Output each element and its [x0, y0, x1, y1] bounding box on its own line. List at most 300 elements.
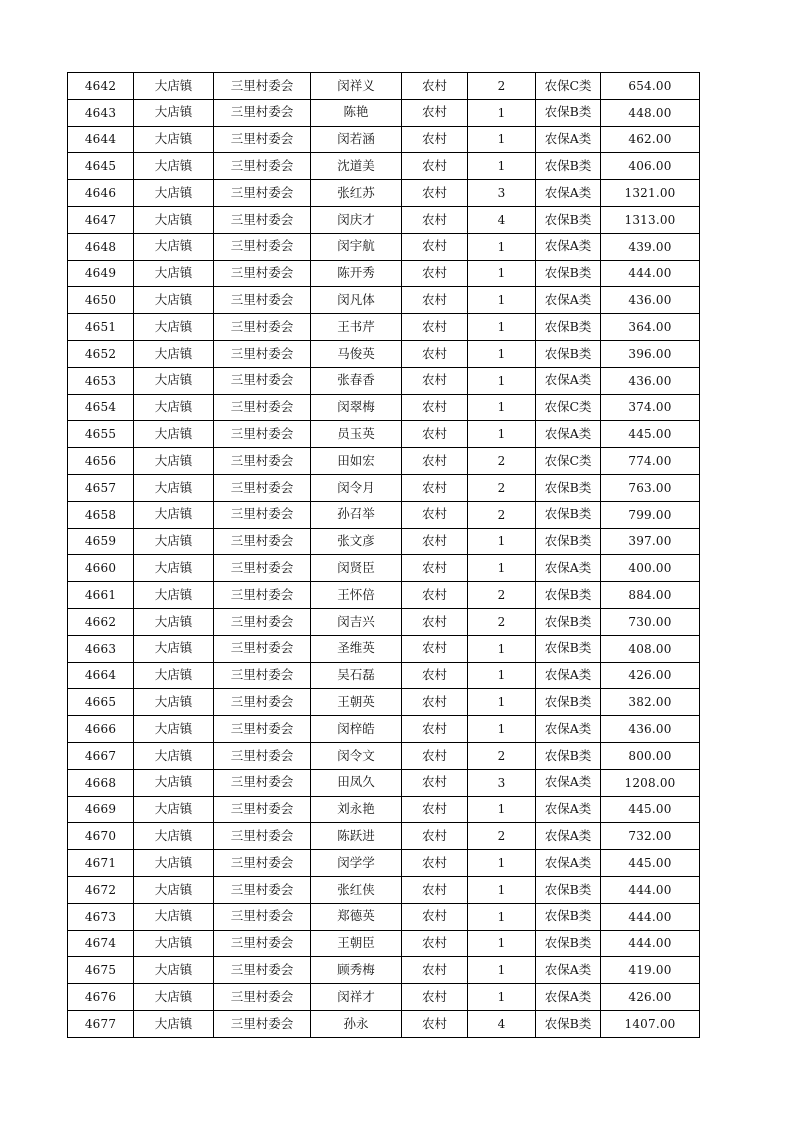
cell-person-name: 张文彦 — [311, 528, 402, 555]
cell-household-size: 4 — [468, 206, 536, 233]
cell-town: 大店镇 — [134, 635, 214, 662]
cell-serial-number: 4657 — [68, 474, 134, 501]
cell-village-committee: 三里村委会 — [214, 689, 311, 716]
cell-town: 大店镇 — [134, 233, 214, 260]
cell-household-size: 1 — [468, 153, 536, 180]
cell-amount: 448.00 — [601, 99, 700, 126]
cell-insurance-category: 农保A类 — [536, 367, 601, 394]
cell-serial-number: 4674 — [68, 930, 134, 957]
cell-town: 大店镇 — [134, 689, 214, 716]
cell-amount: 445.00 — [601, 421, 700, 448]
cell-serial-number: 4675 — [68, 957, 134, 984]
cell-serial-number: 4648 — [68, 233, 134, 260]
cell-person-name: 闵翠梅 — [311, 394, 402, 421]
cell-insurance-category: 农保A类 — [536, 984, 601, 1011]
cell-insurance-category: 农保B类 — [536, 742, 601, 769]
table-row — [68, 876, 700, 903]
cell-town: 大店镇 — [134, 180, 214, 207]
cell-household-size: 2 — [468, 608, 536, 635]
cell-person-name: 张红侠 — [311, 876, 402, 903]
cell-insurance-category: 农保A类 — [536, 421, 601, 448]
cell-household-size: 2 — [468, 448, 536, 475]
cell-person-name: 郑德英 — [311, 903, 402, 930]
cell-town: 大店镇 — [134, 340, 214, 367]
cell-insurance-category: 农保B类 — [536, 635, 601, 662]
cell-area-type: 农村 — [402, 260, 468, 287]
cell-household-size: 1 — [468, 903, 536, 930]
cell-village-committee: 三里村委会 — [214, 340, 311, 367]
cell-insurance-category: 农保B类 — [536, 260, 601, 287]
cell-insurance-category: 农保B类 — [536, 206, 601, 233]
cell-household-size: 2 — [468, 501, 536, 528]
cell-amount: 436.00 — [601, 716, 700, 743]
cell-serial-number: 4661 — [68, 582, 134, 609]
cell-town: 大店镇 — [134, 126, 214, 153]
cell-insurance-category: 农保B类 — [536, 608, 601, 635]
cell-village-committee: 三里村委会 — [214, 448, 311, 475]
cell-person-name: 王朝臣 — [311, 930, 402, 957]
cell-household-size: 1 — [468, 421, 536, 448]
cell-household-size: 1 — [468, 662, 536, 689]
cell-insurance-category: 农保A类 — [536, 126, 601, 153]
cell-village-committee: 三里村委会 — [214, 501, 311, 528]
cell-area-type: 农村 — [402, 421, 468, 448]
cell-town: 大店镇 — [134, 260, 214, 287]
cell-serial-number: 4662 — [68, 608, 134, 635]
cell-town: 大店镇 — [134, 474, 214, 501]
cell-area-type: 农村 — [402, 448, 468, 475]
cell-area-type: 农村 — [402, 662, 468, 689]
table-row — [68, 206, 700, 233]
cell-serial-number: 4645 — [68, 153, 134, 180]
cell-area-type: 农村 — [402, 180, 468, 207]
cell-insurance-category: 农保A类 — [536, 555, 601, 582]
cell-household-size: 1 — [468, 126, 536, 153]
cell-serial-number: 4651 — [68, 314, 134, 341]
cell-village-committee: 三里村委会 — [214, 555, 311, 582]
cell-person-name: 闵庆才 — [311, 206, 402, 233]
cell-village-committee: 三里村委会 — [214, 582, 311, 609]
cell-area-type: 农村 — [402, 903, 468, 930]
cell-village-committee: 三里村委会 — [214, 314, 311, 341]
table-row — [68, 850, 700, 877]
cell-household-size: 1 — [468, 850, 536, 877]
table-row — [68, 421, 700, 448]
cell-amount: 436.00 — [601, 287, 700, 314]
cell-area-type: 农村 — [402, 367, 468, 394]
cell-area-type: 农村 — [402, 153, 468, 180]
cell-amount: 1321.00 — [601, 180, 700, 207]
cell-serial-number: 4642 — [68, 73, 134, 100]
table-row — [68, 287, 700, 314]
cell-person-name: 马俊英 — [311, 340, 402, 367]
cell-serial-number: 4646 — [68, 180, 134, 207]
cell-town: 大店镇 — [134, 984, 214, 1011]
cell-serial-number: 4653 — [68, 367, 134, 394]
cell-area-type: 农村 — [402, 742, 468, 769]
table-row — [68, 662, 700, 689]
cell-person-name: 陈开秀 — [311, 260, 402, 287]
table-row — [68, 930, 700, 957]
cell-insurance-category: 农保C类 — [536, 394, 601, 421]
cell-household-size: 1 — [468, 984, 536, 1011]
cell-person-name: 田凤久 — [311, 769, 402, 796]
cell-village-committee: 三里村委会 — [214, 850, 311, 877]
cell-person-name: 王书芹 — [311, 314, 402, 341]
cell-town: 大店镇 — [134, 850, 214, 877]
table-row — [68, 73, 700, 100]
cell-household-size: 1 — [468, 635, 536, 662]
cell-household-size: 4 — [468, 1010, 536, 1037]
cell-town: 大店镇 — [134, 287, 214, 314]
cell-insurance-category: 农保B类 — [536, 528, 601, 555]
cell-amount: 426.00 — [601, 662, 700, 689]
cell-village-committee: 三里村委会 — [214, 474, 311, 501]
cell-person-name: 吴石磊 — [311, 662, 402, 689]
cell-amount: 400.00 — [601, 555, 700, 582]
cell-village-committee: 三里村委会 — [214, 153, 311, 180]
cell-amount: 439.00 — [601, 233, 700, 260]
cell-household-size: 2 — [468, 742, 536, 769]
cell-household-size: 1 — [468, 716, 536, 743]
cell-person-name: 沈道美 — [311, 153, 402, 180]
cell-town: 大店镇 — [134, 314, 214, 341]
cell-amount: 774.00 — [601, 448, 700, 475]
table-row — [68, 582, 700, 609]
cell-serial-number: 4666 — [68, 716, 134, 743]
cell-area-type: 农村 — [402, 957, 468, 984]
table-row — [68, 689, 700, 716]
cell-area-type: 农村 — [402, 474, 468, 501]
cell-serial-number: 4664 — [68, 662, 134, 689]
cell-village-committee: 三里村委会 — [214, 528, 311, 555]
cell-serial-number: 4643 — [68, 99, 134, 126]
cell-amount: 800.00 — [601, 742, 700, 769]
cell-area-type: 农村 — [402, 769, 468, 796]
table-row — [68, 528, 700, 555]
cell-household-size: 1 — [468, 367, 536, 394]
cell-amount: 444.00 — [601, 260, 700, 287]
cell-insurance-category: 农保B类 — [536, 689, 601, 716]
cell-insurance-category: 农保A类 — [536, 769, 601, 796]
cell-person-name: 张春香 — [311, 367, 402, 394]
cell-amount: 654.00 — [601, 73, 700, 100]
cell-insurance-category: 农保A类 — [536, 957, 601, 984]
table-row — [68, 153, 700, 180]
cell-insurance-category: 农保B类 — [536, 314, 601, 341]
table-row — [68, 233, 700, 260]
cell-household-size: 1 — [468, 340, 536, 367]
table-row — [68, 1010, 700, 1037]
cell-serial-number: 4672 — [68, 876, 134, 903]
cell-amount: 884.00 — [601, 582, 700, 609]
table-row — [68, 823, 700, 850]
cell-amount: 396.00 — [601, 340, 700, 367]
cell-household-size: 2 — [468, 73, 536, 100]
cell-serial-number: 4669 — [68, 796, 134, 823]
cell-insurance-category: 农保B类 — [536, 903, 601, 930]
cell-serial-number: 4671 — [68, 850, 134, 877]
cell-serial-number: 4644 — [68, 126, 134, 153]
cell-serial-number: 4663 — [68, 635, 134, 662]
cell-person-name: 王怀倍 — [311, 582, 402, 609]
cell-person-name: 陈跃进 — [311, 823, 402, 850]
cell-serial-number: 4665 — [68, 689, 134, 716]
cell-village-committee: 三里村委会 — [214, 99, 311, 126]
table-row — [68, 716, 700, 743]
cell-insurance-category: 农保B类 — [536, 340, 601, 367]
cell-amount: 799.00 — [601, 501, 700, 528]
cell-insurance-category: 农保A类 — [536, 850, 601, 877]
roster-table-body — [68, 73, 700, 1038]
cell-insurance-category: 农保B类 — [536, 1010, 601, 1037]
cell-household-size: 1 — [468, 796, 536, 823]
cell-person-name: 田如宏 — [311, 448, 402, 475]
cell-household-size: 1 — [468, 528, 536, 555]
cell-area-type: 农村 — [402, 287, 468, 314]
cell-town: 大店镇 — [134, 957, 214, 984]
cell-serial-number: 4667 — [68, 742, 134, 769]
cell-serial-number: 4660 — [68, 555, 134, 582]
cell-insurance-category: 农保A类 — [536, 716, 601, 743]
cell-area-type: 农村 — [402, 984, 468, 1011]
cell-insurance-category: 农保C类 — [536, 73, 601, 100]
cell-town: 大店镇 — [134, 367, 214, 394]
cell-person-name: 王朝英 — [311, 689, 402, 716]
cell-insurance-category: 农保B类 — [536, 930, 601, 957]
cell-area-type: 农村 — [402, 716, 468, 743]
table-row — [68, 314, 700, 341]
cell-amount: 444.00 — [601, 930, 700, 957]
table-row — [68, 903, 700, 930]
cell-village-committee: 三里村委会 — [214, 769, 311, 796]
cell-village-committee: 三里村委会 — [214, 287, 311, 314]
cell-amount: 1313.00 — [601, 206, 700, 233]
cell-serial-number: 4677 — [68, 1010, 134, 1037]
cell-town: 大店镇 — [134, 555, 214, 582]
cell-serial-number: 4673 — [68, 903, 134, 930]
cell-household-size: 1 — [468, 876, 536, 903]
cell-town: 大店镇 — [134, 421, 214, 448]
cell-insurance-category: 农保C类 — [536, 448, 601, 475]
table-row — [68, 501, 700, 528]
cell-area-type: 农村 — [402, 555, 468, 582]
cell-area-type: 农村 — [402, 608, 468, 635]
cell-village-committee: 三里村委会 — [214, 823, 311, 850]
table-row — [68, 180, 700, 207]
cell-town: 大店镇 — [134, 206, 214, 233]
cell-village-committee: 三里村委会 — [214, 742, 311, 769]
cell-amount: 364.00 — [601, 314, 700, 341]
cell-person-name: 员玉英 — [311, 421, 402, 448]
cell-village-committee: 三里村委会 — [214, 796, 311, 823]
cell-town: 大店镇 — [134, 716, 214, 743]
cell-area-type: 农村 — [402, 850, 468, 877]
cell-insurance-category: 农保B类 — [536, 582, 601, 609]
cell-village-committee: 三里村委会 — [214, 1010, 311, 1037]
cell-village-committee: 三里村委会 — [214, 903, 311, 930]
cell-town: 大店镇 — [134, 153, 214, 180]
table-row — [68, 340, 700, 367]
cell-amount: 730.00 — [601, 608, 700, 635]
cell-person-name: 圣维英 — [311, 635, 402, 662]
cell-amount: 445.00 — [601, 796, 700, 823]
cell-village-committee: 三里村委会 — [214, 930, 311, 957]
cell-insurance-category: 农保B类 — [536, 153, 601, 180]
cell-area-type: 农村 — [402, 582, 468, 609]
cell-village-committee: 三里村委会 — [214, 233, 311, 260]
table-row — [68, 260, 700, 287]
cell-town: 大店镇 — [134, 1010, 214, 1037]
cell-amount: 397.00 — [601, 528, 700, 555]
table-row — [68, 957, 700, 984]
cell-village-committee: 三里村委会 — [214, 206, 311, 233]
table-row — [68, 769, 700, 796]
cell-household-size: 1 — [468, 314, 536, 341]
cell-town: 大店镇 — [134, 769, 214, 796]
cell-household-size: 1 — [468, 394, 536, 421]
cell-person-name: 闵学学 — [311, 850, 402, 877]
cell-area-type: 农村 — [402, 99, 468, 126]
cell-town: 大店镇 — [134, 608, 214, 635]
table-row — [68, 99, 700, 126]
cell-village-committee: 三里村委会 — [214, 126, 311, 153]
cell-area-type: 农村 — [402, 823, 468, 850]
cell-area-type: 农村 — [402, 528, 468, 555]
cell-amount: 1407.00 — [601, 1010, 700, 1037]
cell-area-type: 农村 — [402, 73, 468, 100]
cell-person-name: 闵吉兴 — [311, 608, 402, 635]
cell-person-name: 闵若涵 — [311, 126, 402, 153]
cell-serial-number: 4670 — [68, 823, 134, 850]
table-row — [68, 635, 700, 662]
cell-village-committee: 三里村委会 — [214, 180, 311, 207]
cell-household-size: 1 — [468, 689, 536, 716]
cell-area-type: 农村 — [402, 501, 468, 528]
cell-area-type: 农村 — [402, 796, 468, 823]
cell-area-type: 农村 — [402, 233, 468, 260]
cell-person-name: 闵宇航 — [311, 233, 402, 260]
cell-serial-number: 4654 — [68, 394, 134, 421]
cell-serial-number: 4659 — [68, 528, 134, 555]
cell-household-size: 1 — [468, 99, 536, 126]
cell-household-size: 1 — [468, 957, 536, 984]
cell-person-name: 闵贤臣 — [311, 555, 402, 582]
cell-town: 大店镇 — [134, 823, 214, 850]
cell-person-name: 孙永 — [311, 1010, 402, 1037]
cell-town: 大店镇 — [134, 876, 214, 903]
cell-household-size: 1 — [468, 930, 536, 957]
cell-area-type: 农村 — [402, 1010, 468, 1037]
table-row — [68, 448, 700, 475]
cell-amount: 444.00 — [601, 903, 700, 930]
cell-household-size: 1 — [468, 287, 536, 314]
cell-village-committee: 三里村委会 — [214, 260, 311, 287]
cell-person-name: 闵祥才 — [311, 984, 402, 1011]
cell-town: 大店镇 — [134, 582, 214, 609]
cell-person-name: 张红苏 — [311, 180, 402, 207]
table-row — [68, 394, 700, 421]
table-row — [68, 474, 700, 501]
cell-household-size: 2 — [468, 474, 536, 501]
cell-village-committee: 三里村委会 — [214, 73, 311, 100]
cell-town: 大店镇 — [134, 528, 214, 555]
cell-area-type: 农村 — [402, 930, 468, 957]
cell-village-committee: 三里村委会 — [214, 421, 311, 448]
cell-person-name: 闵令月 — [311, 474, 402, 501]
cell-village-committee: 三里村委会 — [214, 984, 311, 1011]
table-row — [68, 126, 700, 153]
cell-serial-number: 4649 — [68, 260, 134, 287]
cell-insurance-category: 农保A类 — [536, 796, 601, 823]
cell-person-name: 孙召举 — [311, 501, 402, 528]
cell-village-committee: 三里村委会 — [214, 635, 311, 662]
cell-household-size: 3 — [468, 180, 536, 207]
cell-area-type: 农村 — [402, 635, 468, 662]
cell-amount: 763.00 — [601, 474, 700, 501]
cell-village-committee: 三里村委会 — [214, 957, 311, 984]
cell-town: 大店镇 — [134, 73, 214, 100]
cell-person-name: 闵令文 — [311, 742, 402, 769]
cell-town: 大店镇 — [134, 930, 214, 957]
cell-area-type: 农村 — [402, 689, 468, 716]
cell-serial-number: 4655 — [68, 421, 134, 448]
table-row — [68, 796, 700, 823]
cell-village-committee: 三里村委会 — [214, 367, 311, 394]
roster-table — [67, 72, 700, 1038]
cell-area-type: 农村 — [402, 876, 468, 903]
cell-amount: 1208.00 — [601, 769, 700, 796]
cell-serial-number: 4656 — [68, 448, 134, 475]
cell-insurance-category: 农保A类 — [536, 662, 601, 689]
cell-person-name: 刘永艳 — [311, 796, 402, 823]
cell-village-committee: 三里村委会 — [214, 394, 311, 421]
cell-insurance-category: 农保A类 — [536, 233, 601, 260]
cell-town: 大店镇 — [134, 742, 214, 769]
cell-household-size: 2 — [468, 823, 536, 850]
cell-serial-number: 4652 — [68, 340, 134, 367]
cell-area-type: 农村 — [402, 314, 468, 341]
cell-amount: 374.00 — [601, 394, 700, 421]
cell-amount: 436.00 — [601, 367, 700, 394]
cell-person-name: 闵凡体 — [311, 287, 402, 314]
cell-amount: 444.00 — [601, 876, 700, 903]
cell-town: 大店镇 — [134, 796, 214, 823]
cell-amount: 419.00 — [601, 957, 700, 984]
cell-town: 大店镇 — [134, 448, 214, 475]
cell-town: 大店镇 — [134, 501, 214, 528]
cell-area-type: 农村 — [402, 126, 468, 153]
table-row — [68, 742, 700, 769]
cell-amount: 426.00 — [601, 984, 700, 1011]
cell-insurance-category: 农保B类 — [536, 501, 601, 528]
cell-amount: 408.00 — [601, 635, 700, 662]
cell-area-type: 农村 — [402, 340, 468, 367]
cell-village-committee: 三里村委会 — [214, 608, 311, 635]
table-row — [68, 367, 700, 394]
cell-insurance-category: 农保A类 — [536, 823, 601, 850]
cell-area-type: 农村 — [402, 394, 468, 421]
cell-household-size: 1 — [468, 233, 536, 260]
table-row — [68, 555, 700, 582]
cell-serial-number: 4668 — [68, 769, 134, 796]
cell-town: 大店镇 — [134, 394, 214, 421]
cell-serial-number: 4647 — [68, 206, 134, 233]
cell-town: 大店镇 — [134, 99, 214, 126]
cell-amount: 732.00 — [601, 823, 700, 850]
cell-amount: 462.00 — [601, 126, 700, 153]
table-row — [68, 608, 700, 635]
